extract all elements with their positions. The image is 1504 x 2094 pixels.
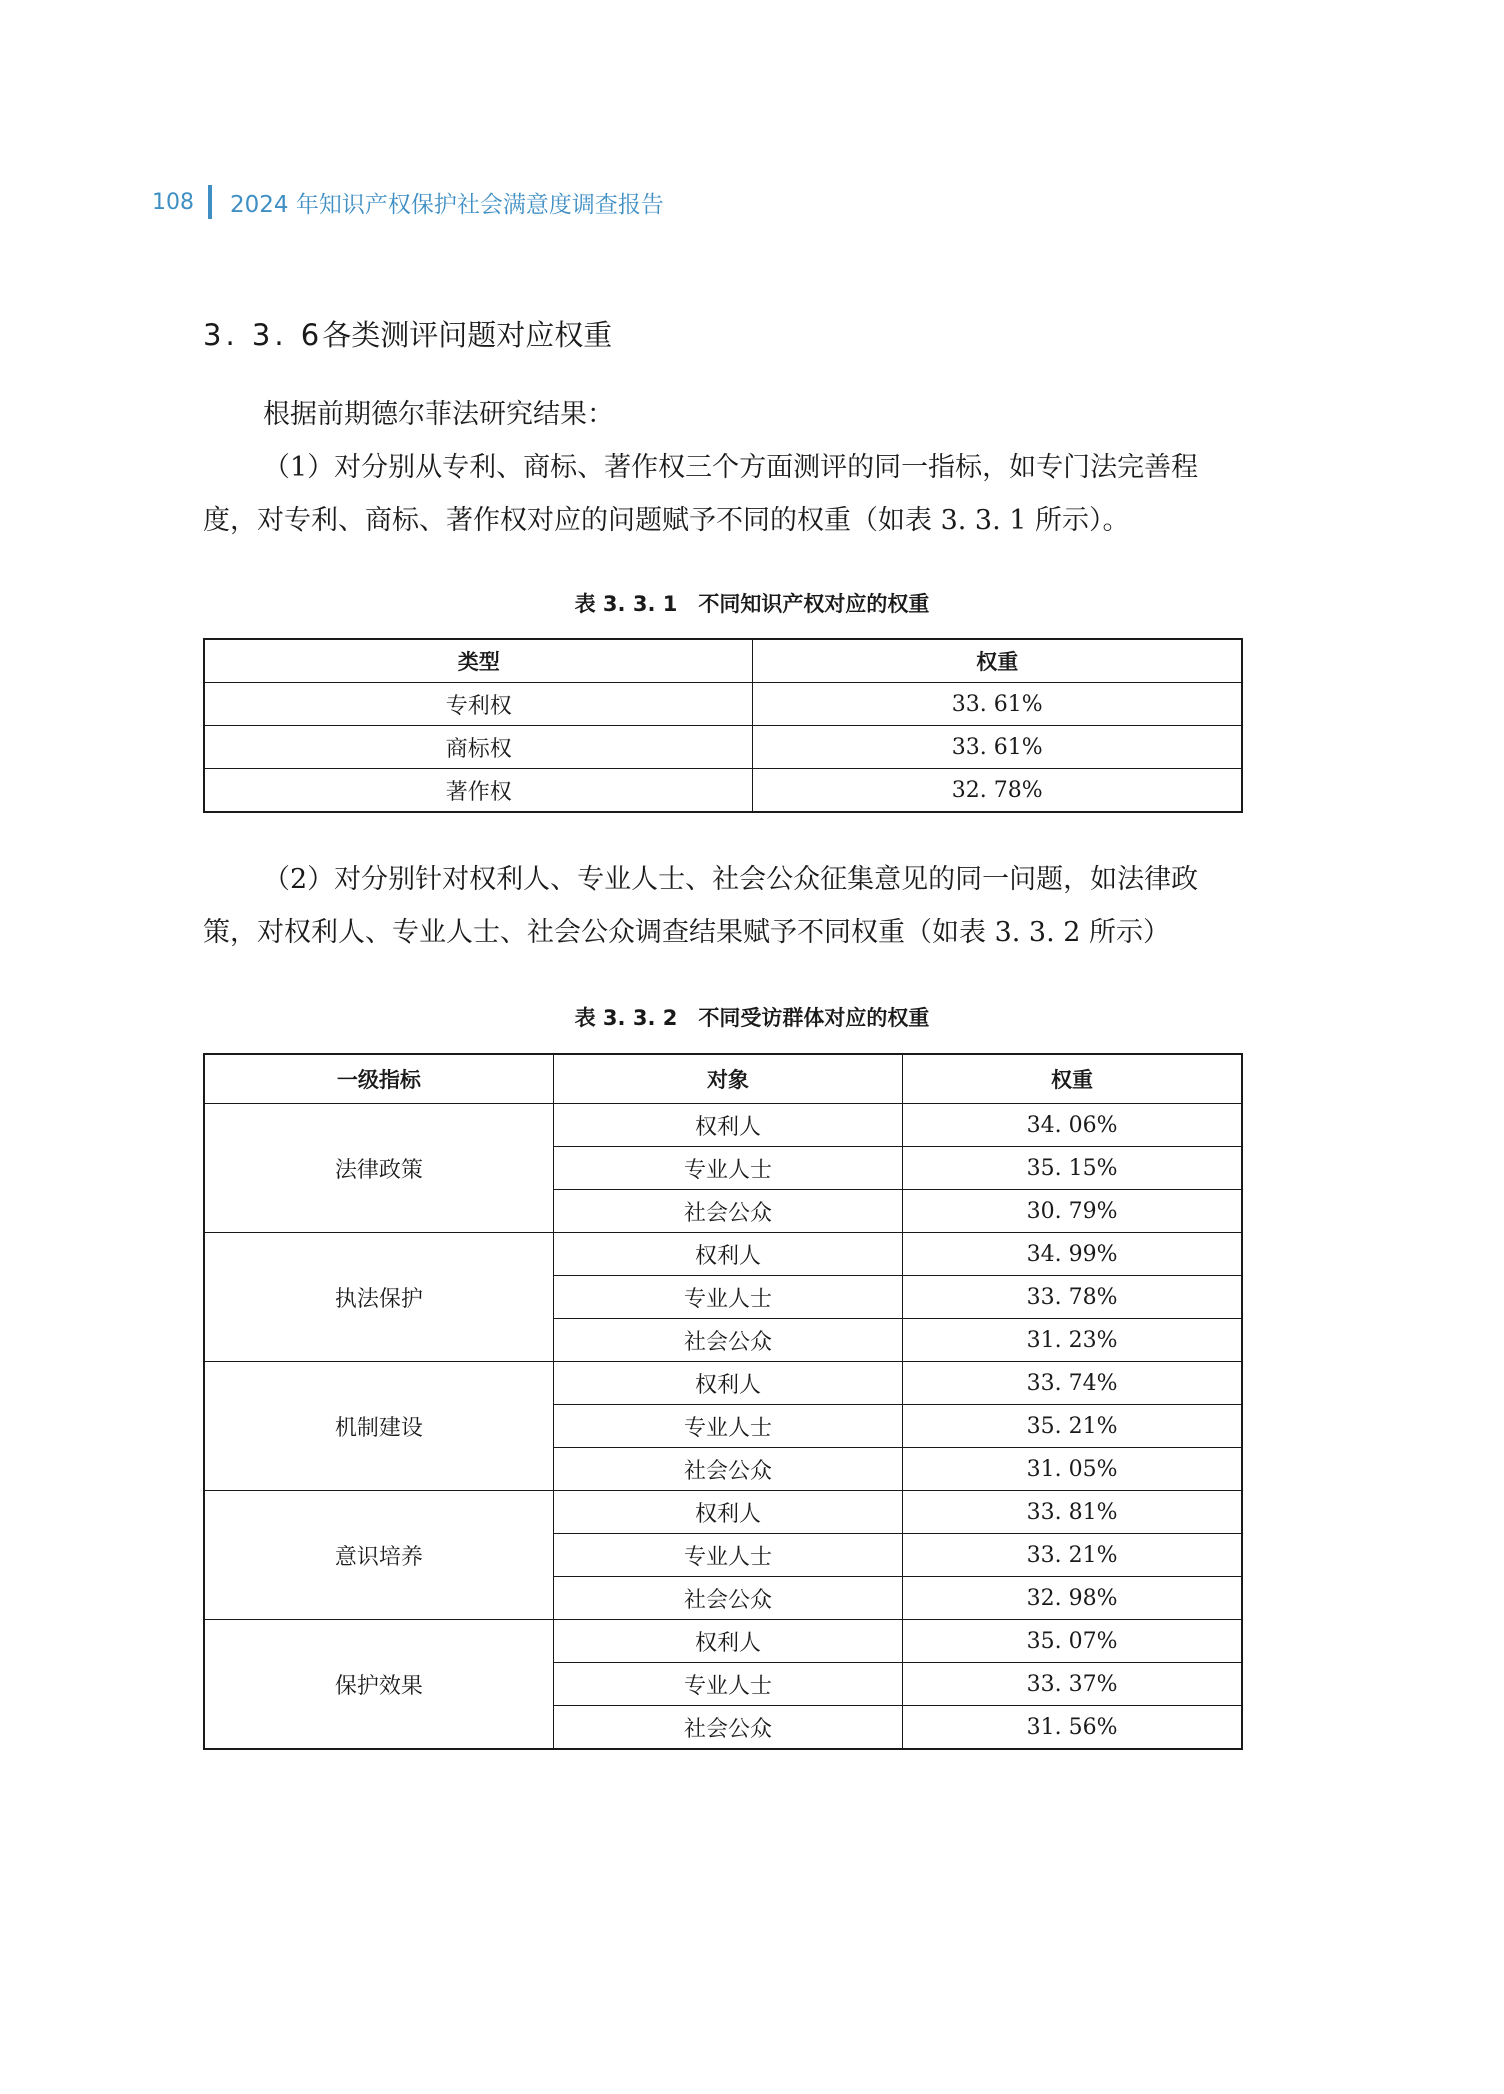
intro-paragraph: 根据前期德尔菲法研究结果： (263, 399, 614, 430)
column-header: 类型 (204, 639, 753, 683)
column-header: 一级指标 (204, 1054, 553, 1104)
weight-cell: 33. 37% (903, 1663, 1242, 1706)
target-cell: 权利人 (553, 1491, 902, 1534)
table-row (204, 1104, 1242, 1147)
target-cell: 权利人 (553, 1620, 902, 1663)
target-cell: 专业人士 (553, 1405, 902, 1448)
table2-caption: 表 3. 3. 2 不同受访群体对应的权重 (574, 1006, 930, 1030)
indicator-cell: 意识培养 (204, 1491, 553, 1620)
point1-paragraph: （1）对分别从专利、商标、著作权三个方面测评的同一指标，如专门法完善程度，对专利、商标、著作权对应的问题赋予不同的权重（如表 3. 3. 1 所示）。 (203, 452, 1199, 536)
column-header: 权重 (753, 639, 1242, 683)
weight-cell: 34. 99% (903, 1233, 1242, 1276)
section-heading (203, 313, 612, 354)
page-header (152, 185, 664, 219)
table-row (204, 1491, 1242, 1534)
target-cell: 专业人士 (553, 1534, 902, 1577)
table-row (204, 1620, 1242, 1663)
page-number: 108 (152, 189, 194, 215)
target-cell: 专业人士 (553, 1276, 902, 1319)
table-row (204, 683, 1242, 726)
table-row (204, 1233, 1242, 1276)
indicator-cell: 机制建设 (204, 1362, 553, 1491)
weight-cell: 35. 07% (903, 1620, 1242, 1663)
point2-paragraph: （2）对分别针对权利人、专业人士、社会公众征集意见的同一问题，如法律政策，对权利人、专业人士、社会公众调查结果赋予不同权重（如表 3. 3. 2 所示） (203, 864, 1199, 948)
section-title: 各类测评问题对应权重 (322, 318, 613, 352)
type-cell: 著作权 (204, 769, 753, 813)
weight-cell: 33. 81% (903, 1491, 1242, 1534)
weight-cell: 30. 79% (903, 1190, 1242, 1233)
type-cell: 专利权 (204, 683, 753, 726)
target-cell: 社会公众 (553, 1706, 902, 1750)
weight-cell: 32. 98% (903, 1577, 1242, 1620)
indicator-cell: 执法保护 (204, 1233, 553, 1362)
target-cell: 社会公众 (553, 1190, 902, 1233)
table-row (204, 769, 1242, 813)
weight-cell: 33. 21% (903, 1534, 1242, 1577)
indicator-cell: 法律政策 (204, 1104, 553, 1233)
table-header-row (204, 639, 1242, 683)
target-cell: 社会公众 (553, 1319, 902, 1362)
weight-cell: 33. 61% (753, 726, 1242, 769)
column-header: 对象 (553, 1054, 902, 1104)
report-title: 2024 年知识产权保护社会满意度调查报告 (230, 191, 664, 218)
target-cell: 专业人士 (553, 1663, 902, 1706)
target-cell: 社会公众 (553, 1577, 902, 1620)
respondent-group-weight-table (203, 1053, 1243, 1750)
weight-cell: 33. 74% (903, 1362, 1242, 1405)
weight-cell: 31. 56% (903, 1706, 1242, 1750)
weight-cell: 32. 78% (753, 769, 1242, 813)
table1-caption: 表 3. 3. 1 不同知识产权对应的权重 (574, 592, 930, 616)
weight-cell: 35. 21% (903, 1405, 1242, 1448)
header-divider (208, 185, 212, 219)
ip-type-weight-table (203, 638, 1243, 813)
weight-cell: 34. 06% (903, 1104, 1242, 1147)
table-row (204, 726, 1242, 769)
column-header: 权重 (903, 1054, 1242, 1104)
weight-cell: 33. 78% (903, 1276, 1242, 1319)
target-cell: 权利人 (553, 1362, 902, 1405)
weight-cell: 31. 23% (903, 1319, 1242, 1362)
table-header-row (204, 1054, 1242, 1104)
target-cell: 权利人 (553, 1233, 902, 1276)
weight-cell: 31. 05% (903, 1448, 1242, 1491)
type-cell: 商标权 (204, 726, 753, 769)
indicator-cell: 保护效果 (204, 1620, 553, 1750)
table-row (204, 1362, 1242, 1405)
weight-cell: 33. 61% (753, 683, 1242, 726)
weight-cell: 35. 15% (903, 1147, 1242, 1190)
target-cell: 社会公众 (553, 1448, 902, 1491)
target-cell: 专业人士 (553, 1147, 902, 1190)
target-cell: 权利人 (553, 1104, 902, 1147)
section-number: 3. 3. 6 (203, 318, 324, 352)
